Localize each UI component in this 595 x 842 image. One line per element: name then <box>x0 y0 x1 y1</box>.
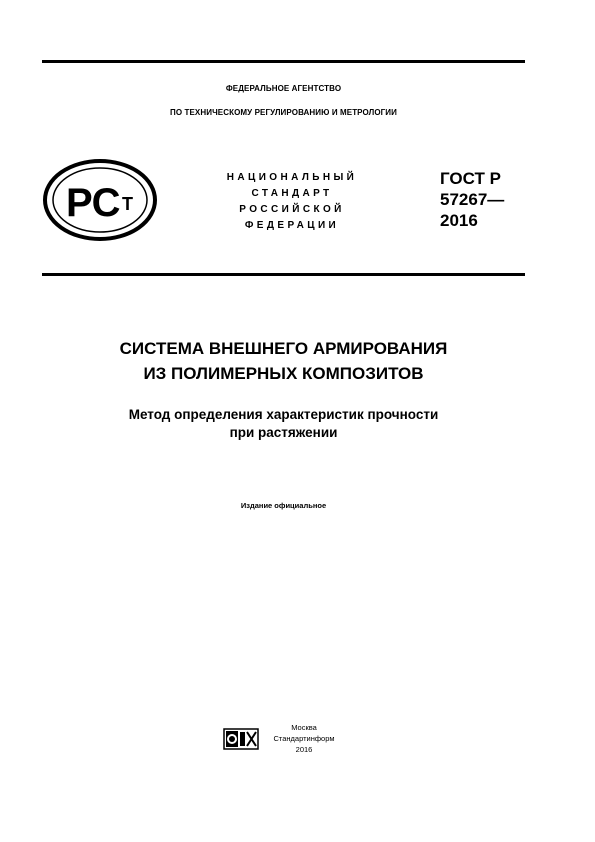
publisher-info <box>268 722 340 755</box>
logo-text-t: Т <box>122 194 133 214</box>
standard-line-2: СТАНДАРТ <box>251 188 333 199</box>
national-standard-block <box>208 170 376 234</box>
document-title <box>42 336 525 386</box>
title-line-1: СИСТЕМА ВНЕШНЕГО АРМИРОВАНИЯ <box>119 339 448 358</box>
document-subtitle <box>42 406 525 442</box>
designation-line-3: 2016 <box>440 211 478 230</box>
standard-designation <box>440 168 504 231</box>
publisher-year: 2016 <box>295 745 313 754</box>
subtitle-line-1: Метод определения характеристик прочности <box>128 407 439 422</box>
agency-line-1: ФЕДЕРАЛЬНОЕ АГЕНТСТВО <box>225 84 342 93</box>
designation-line-1: ГОСТ Р <box>440 169 501 188</box>
middle-rule <box>42 273 525 276</box>
standard-line-4: ФЕДЕРАЦИИ <box>244 220 340 231</box>
publisher-city: Москва <box>291 723 317 732</box>
title-line-2: ИЗ ПОЛИМЕРНЫХ КОМПОЗИТОВ <box>143 364 424 383</box>
agency-line-2: ПО ТЕХНИЧЕСКОМУ РЕГУЛИРОВАНИЮ И МЕТРОЛОГИИ <box>169 108 398 117</box>
standard-line-1: НАЦИОНАЛЬНЫЙ <box>226 172 358 183</box>
logo-text-rs: РС <box>66 181 121 225</box>
standard-line-3: РОССИЙСКОЙ <box>239 204 345 215</box>
standartinform-logo-icon <box>223 728 259 750</box>
rst-certification-logo-icon <box>42 158 158 242</box>
top-rule <box>42 60 525 63</box>
subtitle-line-2: при растяжении <box>229 425 338 440</box>
designation-line-2: 57267— <box>440 190 505 209</box>
edition-note: Издание официальное <box>240 501 327 510</box>
publisher-name: Стандартинформ <box>273 734 335 743</box>
